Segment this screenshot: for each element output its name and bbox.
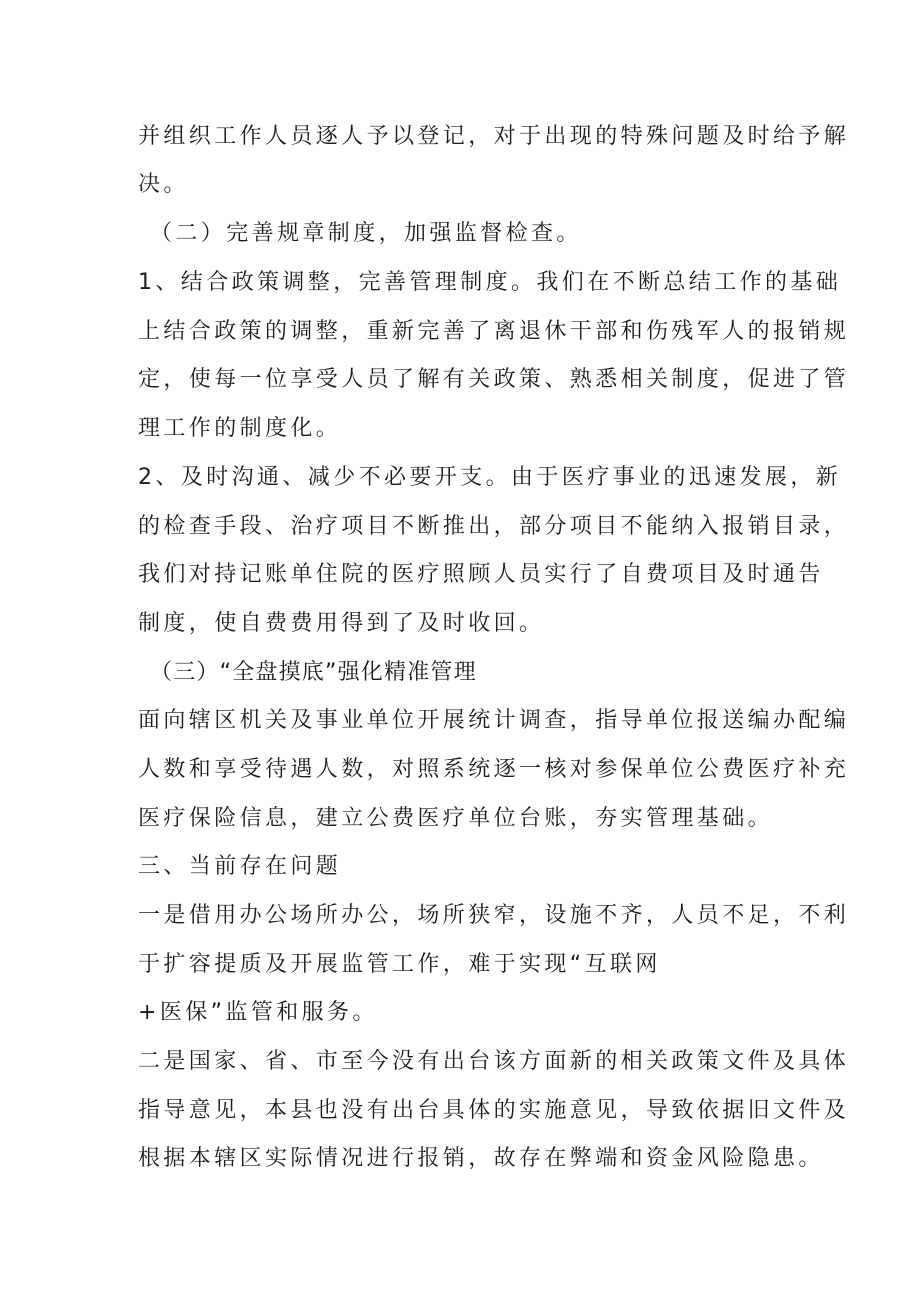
text-line-5: 上结合政策的调整，重新完善了离退休干部和伤残军人的报销规: [138, 319, 850, 344]
text-line-2: 决。: [138, 172, 189, 197]
text-line-8: 2、及时沟通、减少不必要开支。由于医疗事业的迅速发展，新: [138, 465, 842, 490]
text-line-9: 的检查手段、治疗项目不断推出，部分项目不能纳入报销目录，: [138, 514, 850, 539]
text-line-21: 指导意见，本县也没有出台具体的实施意见，导致依据旧文件及: [138, 1098, 850, 1123]
text-line-14: 人数和享受待遇人数，对照系统逐一核对参保单位公费医疗补充: [138, 757, 850, 782]
text-line-1: 并组织工作人员逐人予以登记，对于出现的特殊问题及时给予解: [138, 124, 850, 149]
text-line-7: 理工作的制度化。: [138, 416, 342, 441]
text-line-15: 医疗保险信息，建立公费医疗单位台账，夯实管理基础。: [138, 806, 774, 831]
text-line-10: 我们对持记账单住院的医疗照顾人员实行了自费项目及时通告: [138, 562, 824, 587]
text-line-11: 制度，使自费费用得到了及时收回。: [138, 611, 545, 636]
text-line-20: 二是国家、省、市至今没有出台该方面新的相关政策文件及具体: [138, 1049, 850, 1074]
text-line-19: +医保”监管和服务。: [138, 1000, 378, 1025]
text-line-18: 于扩容提质及开展监管工作，难于实现“互联网: [138, 952, 661, 977]
section-heading-problems: 三、当前存在问题: [138, 854, 342, 879]
section-heading-2: （二）完善规章制度，加强监督检查。: [150, 221, 582, 246]
text-line-13: 面向辖区机关及事业单位开展统计调查，指导单位报送编办配编: [138, 708, 850, 733]
text-line-17: 一是借用办公场所办公，场所狭窄，设施不齐，人员不足，不利: [138, 903, 850, 928]
section-heading-3: （三）“全盘摸底”强化精准管理: [150, 660, 477, 685]
text-line-4: 1、结合政策调整，完善管理制度。我们在不断总结工作的基础: [138, 270, 842, 295]
text-line-22: 根据本辖区实际情况进行报销，故存在弊端和资金风险隐患。: [138, 1146, 824, 1171]
text-line-6: 定，使每一位享受人员了解有关政策、熟悉相关制度，促进了管: [138, 367, 850, 392]
